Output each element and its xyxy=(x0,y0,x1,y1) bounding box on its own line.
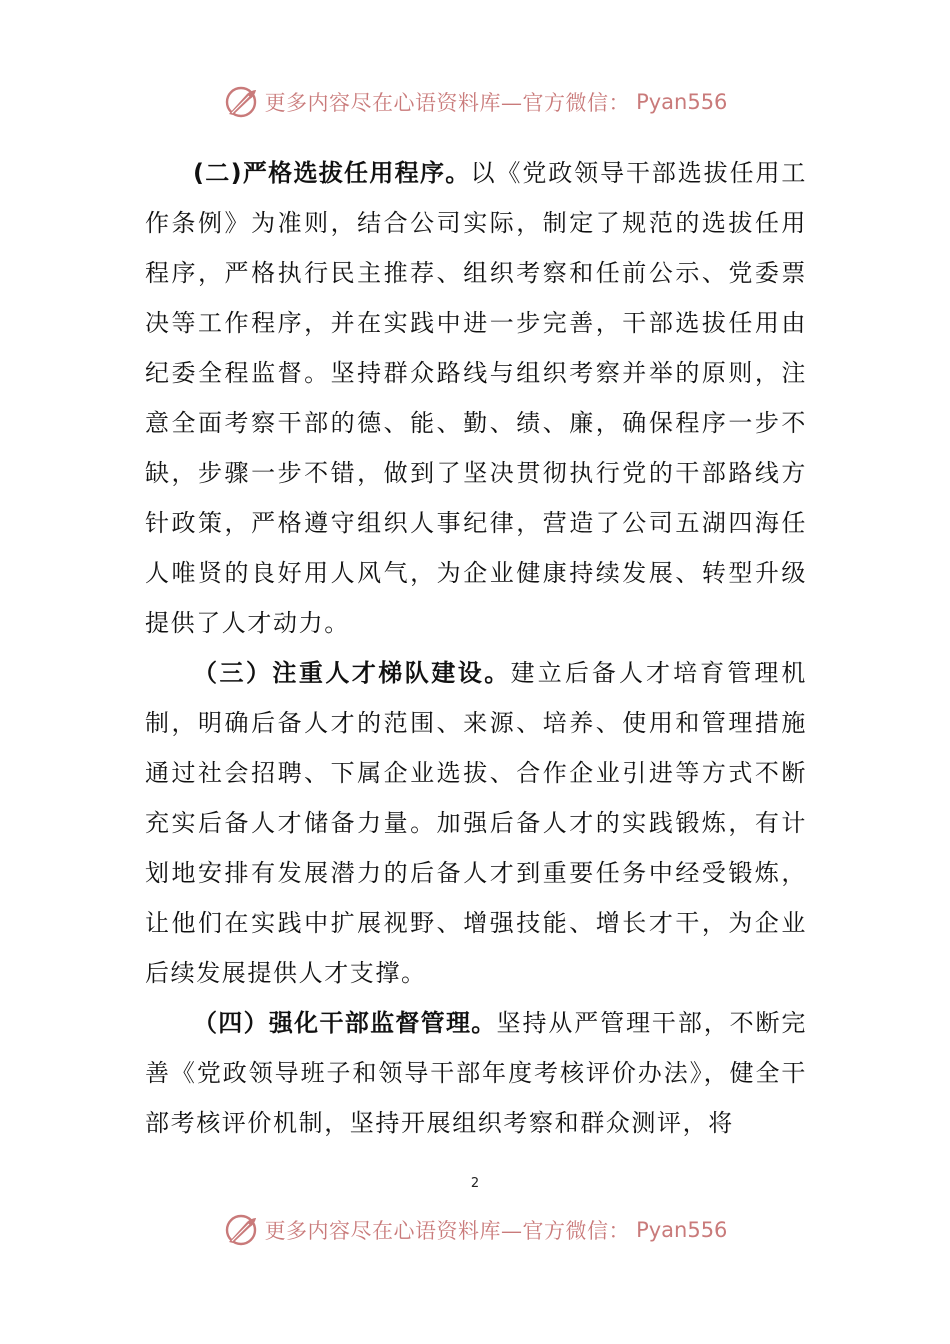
feather-pen-logo-icon xyxy=(223,84,259,120)
watermark-text: 更多内容尽在心语资料库—官方微信： xyxy=(264,1219,631,1243)
watermark-text: 更多内容尽在心语资料库—官方微信： xyxy=(264,91,631,115)
paragraph-3 xyxy=(145,648,807,998)
page-number: 2 xyxy=(470,1176,480,1191)
section-heading-4: （四）强化干部监督管理。 xyxy=(193,1009,497,1037)
section-heading-2: (二)严格选拔任用程序。 xyxy=(193,159,471,187)
watermark-inner xyxy=(223,84,728,120)
watermark-account: Pyan556 xyxy=(636,90,728,114)
watermark-inner xyxy=(223,1212,728,1248)
section-heading-3: （三）注重人才梯队建设。 xyxy=(193,659,511,687)
document-body xyxy=(145,148,807,1148)
paragraph-body-2: 以《党政领导干部选拔任用工作条例》为准则，结合公司实际，制定了规范的选拔任用程序，严格执行民主推荐、组织考察和任前公示、党委票决等工作程序，并在实践中进一步完善，干部选拔任用由纪委全程监督。坚持群众路线与组织考察并举的原则，注意全面考察干部的德、能、勤、绩、廉，确保程序一步不缺，步骤一步不错，做到了坚决贯彻执行党的干部路线方针政策，严格遵守组织人事纪律，营造了公司五湖四海任人唯贤的良好用人风气，为企业健康持续发展、转型升级提供了人才动力。 xyxy=(145,159,807,637)
header-watermark xyxy=(0,82,950,122)
footer-watermark xyxy=(0,1210,950,1250)
paragraph-body-4: 坚持从严管理干部，不断完善《党政领导班子和领导干部年度考核评价办法》，健全干部考核评价机制，坚持开展组织考察和群众测评，将 xyxy=(145,1009,807,1137)
paragraph-2 xyxy=(145,148,807,648)
watermark-account: Pyan556 xyxy=(636,1218,728,1242)
paragraph-body-3: 建立后备人才培育管理机制，明确后备人才的范围、来源、培养、使用和管理措施通过社会招聘、下属企业选拔、合作企业引进等方式不断充实后备人才储备力量。加强后备人才的实践锻炼，有计划地安排有发展潜力的后备人才到重要任务中经受锻炼，让他们在实践中扩展视野、增强技能、增长才干，为企业后续发展提供人才支撑。 xyxy=(145,659,807,987)
paragraph-4 xyxy=(145,998,807,1148)
feather-pen-logo-icon xyxy=(223,1212,259,1248)
